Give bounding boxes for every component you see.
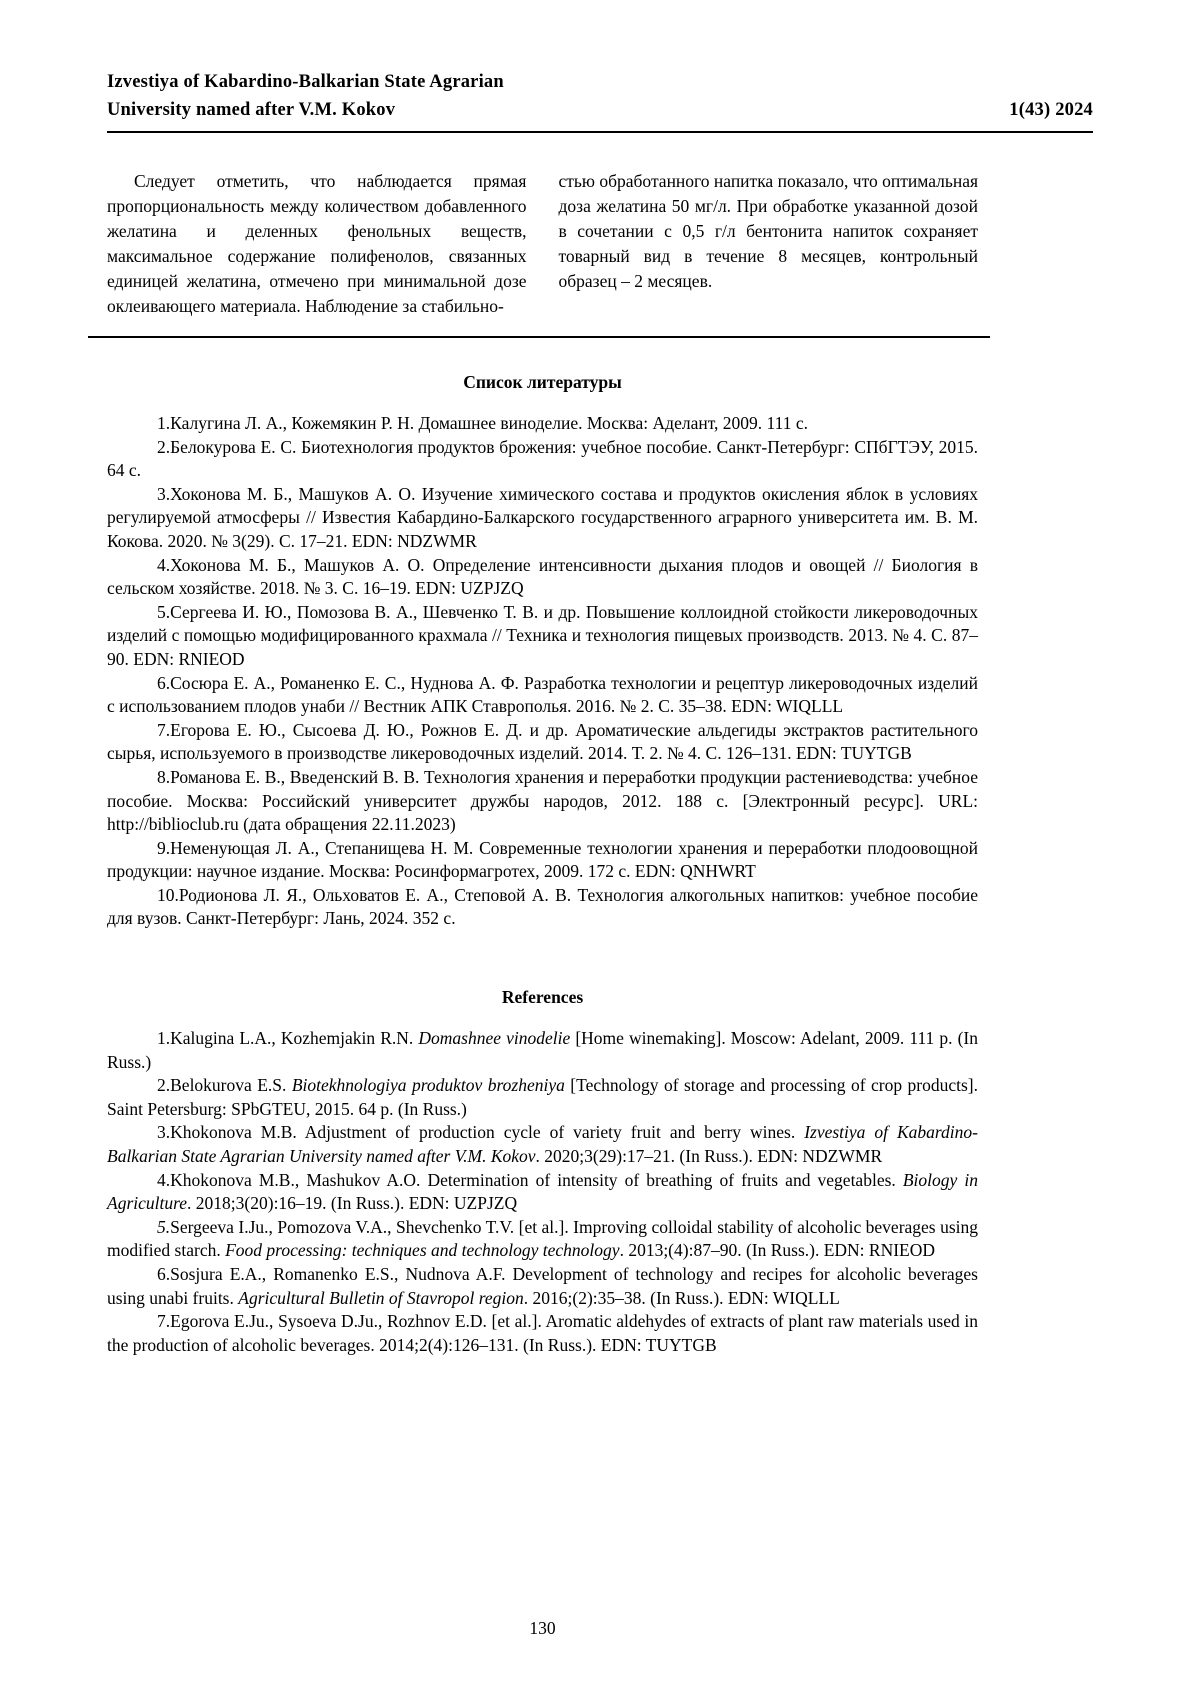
- reference-number: 4.: [157, 554, 171, 575]
- reference-item: [107, 1216, 978, 1263]
- reference-number: 8.: [157, 766, 171, 787]
- reference-number: 6.: [157, 672, 171, 693]
- reference-text: Сосюра Е. А., Романенко Е. С., Нуднова А. Ф. Разработка технологии и рецептур ликероводочных изделий с использованием плодов унаби // Вестник АПК Ставрополья. 2016. № 2. С. 35–38. EDN: WIQLLL: [107, 672, 978, 717]
- main-text-block: [107, 169, 978, 1357]
- reference-text: Egorova E.Ju., Sysoeva D.Ju., Rozhnov E.D. [et al.]. Aromatic aldehydes of extracts of plant raw materials used in the production of alcoholic beverages. 2014;2(4):126–131. (In Russ.). EDN: TUYTGB: [107, 1311, 978, 1355]
- intro-column-left: [107, 169, 527, 319]
- reference-text: Калугина Л. А., Кожемякин Р. Н. Домашнее виноделие. Москва: Аделант, 2009. 111 с.: [170, 413, 809, 433]
- reference-number: 1.: [157, 1028, 171, 1049]
- reference-text-italic: Agricultural Bulletin of Stavropol region: [238, 1287, 524, 1308]
- references-ru-title: Список литературы: [463, 372, 622, 392]
- reference-number: 2.: [157, 436, 171, 457]
- reference-text: Хоконова М. Б., Машуков А. О. Изучение химического состава и продуктов окисления яблок в условиях регулируемой атмосферы // Известия Кабардино-Балкарского государственного аграрного университета им. В. М. Кокова. 2020. № 3(29). С. 17–21. EDN: NDZWMR: [107, 483, 978, 551]
- reference-text: Хоконова М. Б., Машуков А. О. Определение интенсивности дыхания плодов и овощей // Биология в сельском хозяйстве. 2018. № 3. С. 16–19. EDN: UZPJZQ: [107, 554, 978, 599]
- reference-number: 3.: [157, 483, 171, 504]
- reference-text: Неменующая Л. А., Степанищева Н. М. Современные технологии хранения и переработки плодоовощной продукции: научное издание. Москва: Росинформагротех, 2009. 172 с. EDN: QNHWRT: [107, 837, 978, 882]
- section-divider: [88, 336, 990, 338]
- intro-column-right: [559, 169, 979, 319]
- journal-title-line1: Izvestiya of Kabardino-Balkarian State Agrarian: [107, 72, 504, 92]
- intro-paragraph-right: стью обработанного напитка показало, что оптимальная доза желатина 50 мг/л. При обработке указанной дозой в сочетании с 0,5 г/л бентонита напиток сохраняет товарный вид в течение 8 месяцев, контрольный образец – 2 месяцев.: [558, 171, 979, 291]
- reference-text: Белокурова Е. С. Биотехнология продуктов брожения: учебное пособие. Санкт-Петербург: СПбГТЭУ, 2015. 64 с.: [107, 436, 978, 481]
- reference-item: [107, 1263, 978, 1310]
- reference-item: [107, 837, 978, 884]
- reference-text: [Home winemaking]. Moscow: Adelant, 2009. 111 p. (In Russ.): [107, 1028, 978, 1072]
- reference-item: [107, 436, 978, 483]
- page-number: 130: [529, 1618, 556, 1638]
- reference-item: [107, 554, 978, 601]
- journal-header: [107, 72, 1093, 133]
- reference-text: [Technology of storage and processing of crop products]. Saint Petersburg: SPbGTEU, 2015. 64 p. (In Russ.): [107, 1075, 978, 1119]
- reference-item: [107, 719, 978, 766]
- references-en-title: References: [501, 987, 584, 1008]
- reference-text: Сергеева И. Ю., Помозова В. А., Шевченко Т. В. и др. Повышение коллоидной стойкости ликероводочных изделий с помощью модифицированного крахмала // Техника и технология пищевых производств. 2013. № 4. С. 87–90. EDN: RNIEOD: [107, 601, 978, 669]
- reference-item: [107, 672, 978, 719]
- reference-text: Khokonova M.B. Adjustment of production cycle of variety fruit and berry wines.: [170, 1122, 805, 1143]
- references-en-list: [107, 1027, 978, 1357]
- reference-text: . 2016;(2):35–38. (In Russ.). EDN: WIQLLL: [523, 1287, 840, 1308]
- reference-text-italic: Izvestiya of Kabardino-Balkarian State Agrarian University named after V.M. Kokov: [107, 1122, 978, 1167]
- reference-item: [107, 1027, 978, 1074]
- reference-number: 7.: [157, 719, 171, 740]
- reference-text: . 2018;3(20):16–19. (In Russ.). EDN: UZPJZQ: [187, 1193, 518, 1214]
- reference-number: 2.: [157, 1075, 171, 1096]
- reference-number: 7.: [157, 1311, 171, 1332]
- intro-two-column-text: [107, 169, 978, 319]
- reference-number: 1.: [157, 413, 171, 433]
- reference-text: Романова Е. В., Введенский В. В. Технология хранения и переработки продукции растениеводства: учебное пособие. Москва: Российский университет дружбы народов, 2012. 188 с. [Электронный ресурс]. URL: http://biblioclub.ru (дата обращения 22.11.2023): [107, 766, 978, 835]
- references-ru-list: [107, 412, 978, 931]
- reference-text: Егорова Е. Ю., Сысоева Д. Ю., Рожнов Е. Д. и др. Ароматические альдегиды экстрактов растительного сырья, используемого в производстве ликероводочных изделий. 2014. Т. 2. № 4. С. 126–131. EDN: TUYTGB: [107, 719, 978, 764]
- reference-item: [107, 1310, 978, 1357]
- reference-item: [107, 1169, 978, 1216]
- journal-title-line2: University named after V.M. Kokov: [107, 100, 396, 120]
- reference-text: Khokonova M.B., Mashukov A.O. Determination of intensity of breathing of fruits and vegetables.: [170, 1169, 903, 1190]
- reference-item: [107, 601, 978, 672]
- reference-text: Belokurova E.S.: [170, 1075, 292, 1096]
- reference-text: . 2020;3(29):17–21. (In Russ.). EDN: NDZWMR: [535, 1146, 883, 1167]
- reference-item: [107, 766, 978, 837]
- reference-item: [107, 483, 978, 554]
- reference-number: 5.: [157, 601, 171, 622]
- journal-header-row: [107, 100, 1093, 121]
- header-divider: [107, 131, 1093, 133]
- reference-number: 10.: [157, 884, 179, 905]
- issue-number: 1(43) 2024: [1009, 100, 1093, 120]
- reference-number: 9.: [157, 837, 171, 858]
- reference-text: Kalugina L.A., Kozhemjakin R.N.: [170, 1028, 419, 1049]
- reference-number: 3.: [157, 1122, 171, 1143]
- reference-item: [107, 1074, 978, 1121]
- reference-item: [107, 1121, 978, 1168]
- reference-number: 6.: [157, 1264, 171, 1284]
- reference-text: Sosjura E.A., Romanenko E.S., Nudnova A.F. Development of technology and recipes for alcoholic beverages using unabi fruits.: [107, 1264, 978, 1308]
- reference-text: Sergeeva I.Ju., Pomozova V.A., Shevchenko T.V. [et al.]. Improving colloidal stability of alcoholic beverages using modified starch.: [107, 1216, 978, 1261]
- reference-item: [107, 884, 978, 931]
- reference-text-italic: Food processing: techniques and technology technology: [225, 1240, 620, 1261]
- reference-item: [107, 412, 978, 436]
- reference-text: . 2013;(4):87–90. (In Russ.). EDN: RNIEOD: [619, 1240, 936, 1261]
- intro-paragraph-left: Следует отметить, что наблюдается прямая пропорциональность между количеством добавленного желатина и деленных фенольных веществ, максимальное содержание полифенолов, связанных единицей желатина, отмечено при минимальной дозе оклеивающего материала. Наблюдение за стабильно-: [107, 171, 527, 316]
- reference-text-italic: Biotekhnologiya produktov brozheniya: [291, 1075, 565, 1096]
- reference-text-italic: Biology in Agriculture: [107, 1169, 978, 1214]
- reference-text: Родионова Л. Я., Ольховатов Е. А., Степовой А. В. Технология алкогольных напитков: учебное пособие для вузов. Санкт-Петербург: Лань, 2024. 352 с.: [107, 884, 978, 929]
- reference-number: 5.: [157, 1216, 171, 1237]
- reference-number: 4.: [157, 1169, 171, 1190]
- reference-text-italic: Domashnee vinodelie: [418, 1028, 571, 1049]
